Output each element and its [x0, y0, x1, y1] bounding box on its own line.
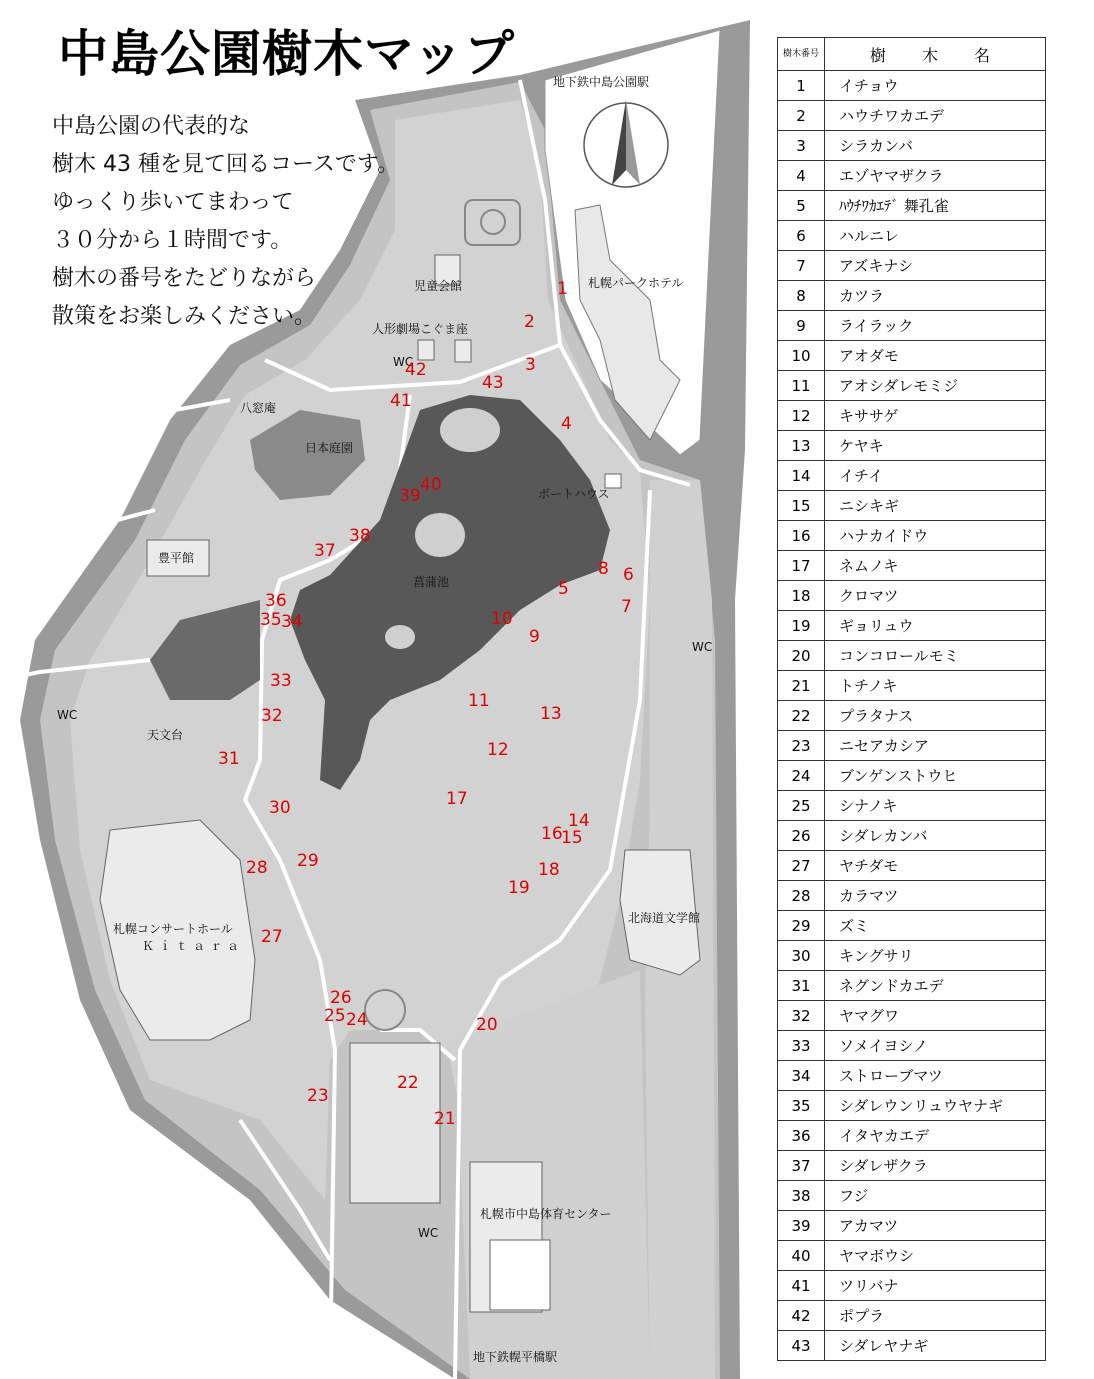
tree-name: プラタナス — [825, 701, 1046, 731]
label-wc: WC — [418, 1226, 439, 1240]
table-row — [778, 161, 1046, 191]
tree-number: 32 — [778, 1001, 825, 1031]
tree-name: イタヤカエデ — [825, 1121, 1046, 1151]
tree-name: ツリバナ — [825, 1271, 1046, 1301]
label-gym: 札幌市中島体育センター — [480, 1207, 612, 1221]
tree-number: 8 — [778, 281, 825, 311]
tree-number: 42 — [778, 1301, 825, 1331]
tree-marker: 43 — [482, 373, 504, 393]
table-row — [778, 281, 1046, 311]
tree-number: 34 — [778, 1061, 825, 1091]
tree-name: コンコロールモミ — [825, 641, 1046, 671]
table-row — [778, 881, 1046, 911]
tree-marker: 12 — [487, 740, 509, 760]
tree-marker: 16 — [541, 824, 563, 844]
table-row — [778, 461, 1046, 491]
tree-name: ポプラ — [825, 1301, 1046, 1331]
tree-number: 12 — [778, 401, 825, 431]
tree-number: 9 — [778, 311, 825, 341]
table-row — [778, 71, 1046, 101]
tree-number: 6 — [778, 221, 825, 251]
table-row — [778, 761, 1046, 791]
table-row — [778, 341, 1046, 371]
tree-marker: 20 — [476, 1015, 498, 1035]
tree-marker: 8 — [598, 559, 609, 579]
tree-number: 7 — [778, 251, 825, 281]
intro-line: 樹木の番号をたどりながら — [52, 266, 317, 291]
table-row — [778, 941, 1046, 971]
table-row — [778, 701, 1046, 731]
tree-marker: 37 — [314, 541, 336, 561]
tree-marker: 34 — [281, 612, 303, 632]
label-literature-museum: 北海道文学館 — [628, 911, 701, 925]
label-puppet-theater: 人形劇場こぐま座 — [372, 322, 469, 336]
tree-number: 36 — [778, 1121, 825, 1151]
table-row — [778, 1001, 1046, 1031]
tree-name: カツラ — [825, 281, 1046, 311]
tree-name: フジ — [825, 1181, 1046, 1211]
table-row — [778, 1331, 1046, 1361]
label-station-south: 地下鉄幌平橋駅 — [473, 1350, 558, 1364]
tree-name: アカマツ — [825, 1211, 1046, 1241]
label-wc: WC — [692, 640, 713, 654]
tree-number: 14 — [778, 461, 825, 491]
tree-name: ネグンドカエデ — [825, 971, 1046, 1001]
header-tree-name: 樹 木 名 — [825, 38, 1046, 71]
tree-marker: 22 — [397, 1073, 419, 1093]
tree-number: 39 — [778, 1211, 825, 1241]
tree-marker: 2 — [524, 312, 535, 332]
tree-marker: 31 — [218, 749, 240, 769]
tree-number: 15 — [778, 491, 825, 521]
tree-name: シナノキ — [825, 791, 1046, 821]
table-row — [778, 851, 1046, 881]
label-hassoan: 八窓庵 — [240, 401, 277, 415]
tree-name: トチノキ — [825, 671, 1046, 701]
tree-marker: 23 — [307, 1086, 329, 1106]
table-row — [778, 371, 1046, 401]
tree-marker: 11 — [468, 691, 490, 711]
tree-marker: 6 — [623, 565, 634, 585]
tree-number: 21 — [778, 671, 825, 701]
tree-number: 5 — [778, 191, 825, 221]
tree-number: 22 — [778, 701, 825, 731]
intro-line: ゆっくり歩いてまわって — [52, 190, 294, 215]
table-row — [778, 971, 1046, 1001]
label-hotel: 札幌パークホテル — [588, 276, 684, 290]
table-row — [778, 1061, 1046, 1091]
table-row — [778, 311, 1046, 341]
tree-marker: 13 — [540, 704, 562, 724]
tree-marker: 3 — [525, 355, 536, 375]
tree-marker: 29 — [297, 851, 319, 871]
tree-marker: 21 — [434, 1109, 456, 1129]
label-hoheikan: 豊平館 — [158, 551, 195, 565]
tree-name: エゾヤマザクラ — [825, 161, 1046, 191]
tree-marker: 19 — [508, 878, 530, 898]
tree-number: 23 — [778, 731, 825, 761]
tree-number: 29 — [778, 911, 825, 941]
tree-name: ニシキギ — [825, 491, 1046, 521]
tree-number: 3 — [778, 131, 825, 161]
intro-line: ３０分から１時間です。 — [52, 228, 293, 253]
tree-name: ソメイヨシノ — [825, 1031, 1046, 1061]
tree-marker: 7 — [621, 597, 632, 617]
tree-number: 19 — [778, 611, 825, 641]
tree-marker: 40 — [420, 475, 442, 495]
tree-marker: 18 — [538, 860, 560, 880]
tree-number: 25 — [778, 791, 825, 821]
table-row — [778, 1271, 1046, 1301]
tree-number: 41 — [778, 1271, 825, 1301]
tree-marker: 5 — [558, 579, 569, 599]
table-row — [778, 1091, 1046, 1121]
label-observatory: 天文台 — [147, 728, 184, 742]
label-japanese-garden: 日本庭園 — [305, 441, 354, 455]
tree-number: 35 — [778, 1091, 825, 1121]
tree-name: イチョウ — [825, 71, 1046, 101]
tree-name: アオダモ — [825, 341, 1046, 371]
table-body — [778, 71, 1046, 1361]
label-pond: 菖蒲池 — [413, 575, 450, 589]
tree-number: 40 — [778, 1241, 825, 1271]
page-title: 中島公園樹木マップ — [58, 25, 515, 83]
tree-marker: 9 — [529, 627, 540, 647]
table-row — [778, 1241, 1046, 1271]
tree-name: シダレウンリュウヤナギ — [825, 1091, 1046, 1121]
table-row — [778, 1211, 1046, 1241]
tree-number: 26 — [778, 821, 825, 851]
label-boathouse: ボートハウス — [538, 487, 610, 501]
tree-marker: 25 — [324, 1006, 346, 1026]
tree-list-table — [777, 37, 1046, 1361]
table-row — [778, 611, 1046, 641]
table-row — [778, 401, 1046, 431]
tree-marker: 35 — [260, 610, 282, 630]
header-tree-number: 樹木番号 — [778, 38, 825, 71]
tree-name: クロマツ — [825, 581, 1046, 611]
tree-marker: 24 — [346, 1010, 368, 1030]
intro-line: 中島公園の代表的な — [52, 114, 251, 139]
tree-name: ヤマグワ — [825, 1001, 1046, 1031]
table-row — [778, 551, 1046, 581]
tree-number: 27 — [778, 851, 825, 881]
table-row — [778, 431, 1046, 461]
tree-marker: 14 — [568, 811, 590, 831]
tree-marker: 30 — [269, 798, 291, 818]
table-row — [778, 581, 1046, 611]
tree-name: キササゲ — [825, 401, 1046, 431]
table-row — [778, 731, 1046, 761]
table-row — [778, 791, 1046, 821]
tree-number: 13 — [778, 431, 825, 461]
tree-marker: 39 — [399, 486, 421, 506]
intro-text — [52, 108, 399, 336]
label-concert-hall-kitara: Ｋｉｔａｒａ — [142, 939, 245, 953]
table-row — [778, 911, 1046, 941]
tree-marker: 41 — [390, 391, 412, 411]
tree-number: 11 — [778, 371, 825, 401]
tree-number: 18 — [778, 581, 825, 611]
tree-marker: 10 — [491, 609, 513, 629]
tree-marker: 32 — [261, 706, 283, 726]
tree-name: アズキナシ — [825, 251, 1046, 281]
tree-number: 28 — [778, 881, 825, 911]
tree-marker: 26 — [330, 988, 352, 1008]
tree-marker: 38 — [349, 526, 371, 546]
tree-number: 33 — [778, 1031, 825, 1061]
label-station-north: 地下鉄中島公園駅 — [553, 75, 650, 89]
tree-number: 20 — [778, 641, 825, 671]
tree-marker: 28 — [246, 858, 268, 878]
tree-name: ハウチワカエデ — [825, 101, 1046, 131]
tree-name: シダレカンバ — [825, 821, 1046, 851]
tree-number: 43 — [778, 1331, 825, 1361]
tree-name: シダレザクラ — [825, 1151, 1046, 1181]
table-row — [778, 1121, 1046, 1151]
tree-name: ストローブマツ — [825, 1061, 1046, 1091]
tree-name: ヤマボウシ — [825, 1241, 1046, 1271]
tree-marker: 4 — [561, 414, 572, 434]
table-row — [778, 1301, 1046, 1331]
tree-marker: 36 — [265, 591, 287, 611]
table-row — [778, 101, 1046, 131]
table-row — [778, 491, 1046, 521]
tree-name: キングサリ — [825, 941, 1046, 971]
table-row — [778, 1031, 1046, 1061]
tree-name: シラカンバ — [825, 131, 1046, 161]
tree-number: 24 — [778, 761, 825, 791]
table-row — [778, 521, 1046, 551]
table-row — [778, 221, 1046, 251]
tree-name: シダレヤナギ — [825, 1331, 1046, 1361]
tree-marker: 1 — [557, 279, 568, 299]
table-row — [778, 251, 1046, 281]
tree-name: ネムノキ — [825, 551, 1046, 581]
tree-name: アオシダレモミジ — [825, 371, 1046, 401]
tree-name: ニセアカシア — [825, 731, 1046, 761]
tree-number: 1 — [778, 71, 825, 101]
tree-number: 37 — [778, 1151, 825, 1181]
intro-line: 散策をお楽しみください。 — [52, 304, 317, 329]
table-header-row — [778, 38, 1046, 71]
tree-number: 10 — [778, 341, 825, 371]
tree-number: 16 — [778, 521, 825, 551]
tree-name: ヤチダモ — [825, 851, 1046, 881]
table-row — [778, 821, 1046, 851]
tree-number: 30 — [778, 941, 825, 971]
label-concert-hall: 札幌コンサートホール — [113, 922, 233, 936]
tree-name: ケヤキ — [825, 431, 1046, 461]
label-childrens-hall: 児童会館 — [414, 279, 463, 293]
tree-number: 4 — [778, 161, 825, 191]
tree-marker: 33 — [270, 671, 292, 691]
tree-name: ﾊｳﾁﾜｶｴﾃﾞ 舞孔雀 — [825, 191, 1046, 221]
table-row — [778, 641, 1046, 671]
tree-name: カラマツ — [825, 881, 1046, 911]
table-row — [778, 191, 1046, 221]
label-wc: WC — [57, 708, 78, 722]
table-row — [778, 671, 1046, 701]
tree-name: ギョリュウ — [825, 611, 1046, 641]
tree-name: ライラック — [825, 311, 1046, 341]
tree-marker: 27 — [261, 927, 283, 947]
tree-number: 2 — [778, 101, 825, 131]
label-wc: WC — [393, 355, 414, 369]
tree-name: ブンゲンストウヒ — [825, 761, 1046, 791]
tree-number: 31 — [778, 971, 825, 1001]
table-row — [778, 131, 1046, 161]
tree-marker: 15 — [561, 828, 583, 848]
tree-number: 38 — [778, 1181, 825, 1211]
table-row — [778, 1181, 1046, 1211]
tree-name: ズミ — [825, 911, 1046, 941]
tree-marker: 17 — [446, 789, 468, 809]
tree-name: ハナカイドウ — [825, 521, 1046, 551]
tree-name: ハルニレ — [825, 221, 1046, 251]
intro-line: 樹木 43 種を見て回るコースです。 — [52, 152, 400, 177]
table-row — [778, 1151, 1046, 1181]
tree-marker: 42 — [405, 360, 427, 380]
tree-number: 17 — [778, 551, 825, 581]
tree-name: イチイ — [825, 461, 1046, 491]
